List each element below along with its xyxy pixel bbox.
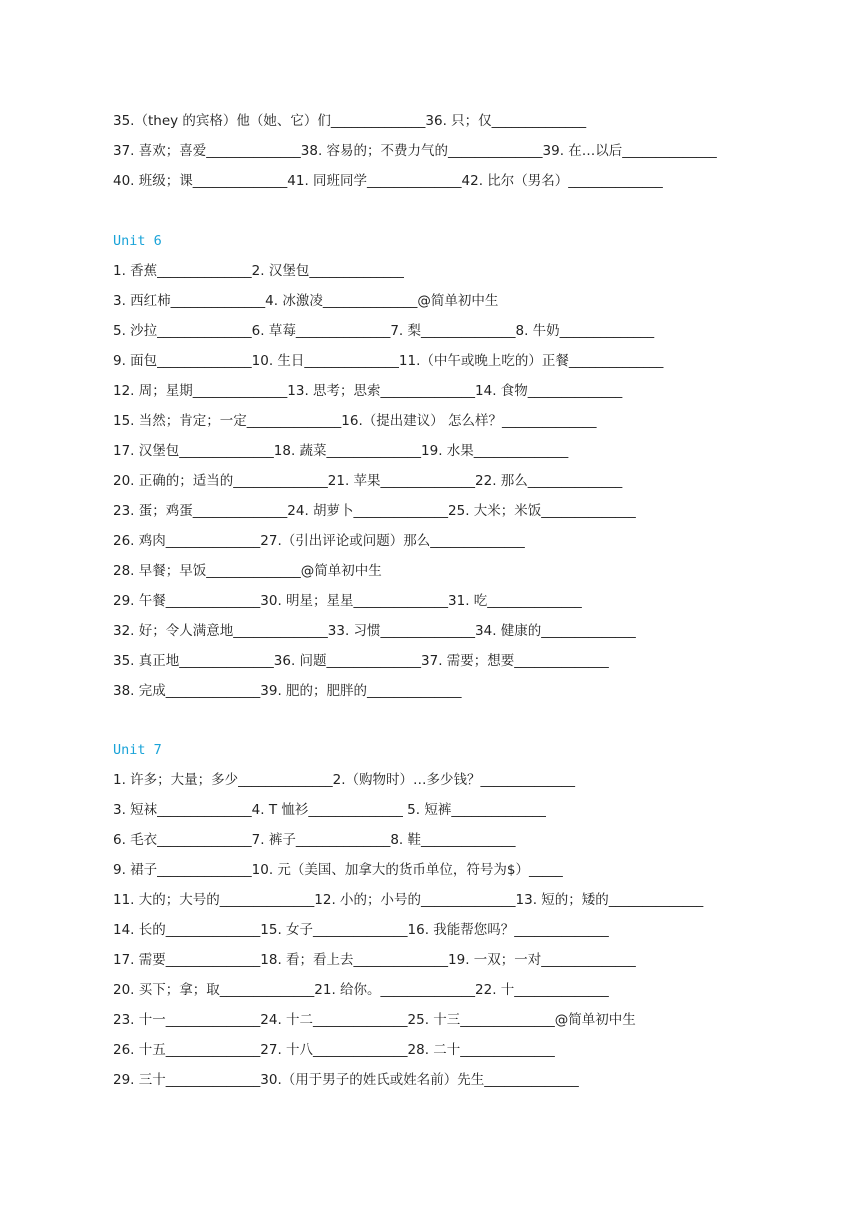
- line-u7-7: 17. 需要______________18. 看；看上去______________19. 一双；一对______________: [113, 952, 636, 968]
- line-u7-5: 11. 大的；大号的______________12. 小的；小号的______________13. 短的；矮的______________: [113, 892, 704, 908]
- line-u7-10: 26. 十五______________27. 十八______________28. 二十______________: [113, 1042, 555, 1058]
- line-u7-1: 1. 许多；大量；多少______________2.（购物时）…多少钱？______________: [113, 772, 576, 788]
- line-u6-8: 20. 正确的；适当的______________21. 苹果______________22. 那么______________: [113, 473, 623, 489]
- line-u6-14: 35. 真正地______________36. 问题______________37. 需要；想要______________: [113, 653, 609, 669]
- section-unit5-continued: [113, 106, 717, 196]
- unit6-heading: Unit 6: [113, 233, 162, 249]
- line-u6-1: 1. 香蕉______________2. 汉堡包______________: [113, 263, 404, 279]
- line-u6-10: 26. 鸡肉______________27.（引出评论或问题）那么______________: [113, 533, 525, 549]
- line-u6-2: 3. 西红柿______________4. 冰激凌______________@简单初中生: [113, 293, 499, 309]
- line-u6-7: 17. 汉堡包______________18. 蔬菜______________19. 水果______________: [113, 443, 569, 459]
- line-u7-11: 29. 三十______________30.（用于男子的姓氏或姓名前）先生______________: [113, 1072, 579, 1088]
- line-u6-11: 28. 早餐；早饭______________@简单初中生: [113, 563, 382, 579]
- section-unit7: [113, 735, 703, 1095]
- line-u5-35-36: 35.（they 的宾格）他（她、它）们______________36. 只；仅______________: [113, 113, 587, 129]
- line-u6-13: 32. 好；令人满意地______________33. 习惯______________34. 健康的______________: [113, 623, 636, 639]
- line-u7-8: 20. 买下；拿；取______________21. 给你。______________22. 十______________: [113, 982, 609, 998]
- line-u6-9: 23. 蛋；鸡蛋______________24. 胡萝卜______________25. 大米；米饭______________: [113, 503, 636, 519]
- line-u6-4: 9. 面包______________10. 生日______________11.（中午或晚上吃的）正餐______________: [113, 353, 664, 369]
- section-unit6: [113, 226, 663, 706]
- unit7-heading: Unit 7: [113, 742, 162, 758]
- line-u7-4: 9. 裙子______________10. 元（美国、加拿大的货币单位，符号为$）_____: [113, 862, 563, 878]
- line-u7-9: 23. 十一______________24. 十二______________25. 十三______________@简单初中生: [113, 1012, 636, 1028]
- line-u6-5: 12. 周；星期______________13. 思考；思索______________14. 食物______________: [113, 383, 623, 399]
- line-u5-37-39: 37. 喜欢；喜爱______________38. 容易的；不费力气的______________39. 在…以后______________: [113, 143, 717, 159]
- line-u5-40-42: 40. 班级；课______________41. 同班同学______________42. 比尔（男名）______________: [113, 173, 663, 189]
- line-u6-6: 15. 当然；肯定；一定______________16.（提出建议） 怎么样？______________: [113, 413, 597, 429]
- line-u6-12: 29. 午餐______________30. 明星；星星______________31. 吃______________: [113, 593, 582, 609]
- line-u7-2: 3. 短袜______________4. T 恤衫______________ 5. 短裤______________: [113, 802, 546, 818]
- line-u7-6: 14. 长的______________15. 女子______________16. 我能帮您吗？______________: [113, 922, 609, 938]
- line-u6-15: 38. 完成______________39. 肥的；肥胖的______________: [113, 683, 462, 699]
- line-u6-3: 5. 沙拉______________6. 草莓______________7. 梨______________8. 牛奶______________: [113, 323, 655, 339]
- line-u7-3: 6. 毛衣______________7. 裤子______________8. 鞋______________: [113, 832, 516, 848]
